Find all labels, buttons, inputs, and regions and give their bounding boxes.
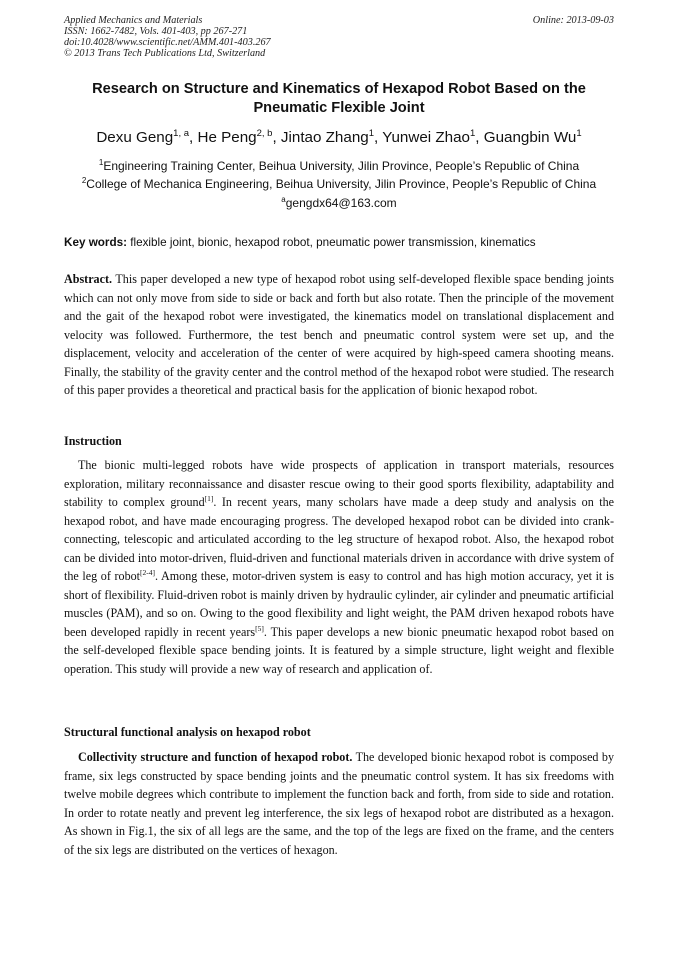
author: Yunwei Zhao$^1$,	[382, 128, 484, 146]
paper-title: Research on Structure and Kinematics of Hexapod Robot Based on the Pneumatic Flexible Joint	[92, 81, 586, 116]
author: He Peng$^{2, b}$,	[197, 128, 281, 146]
citation: [5]	[255, 623, 264, 633]
subsection-label: Collectivity structure and function of hexapod robot.	[78, 750, 353, 764]
affiliation: $^1$Engineering Training Center, Beihua University, Jilin Province, People’s Republic of China	[98, 158, 580, 173]
citation: [1]	[204, 494, 214, 503]
journal-name: Applied Mechanics and Materials	[64, 15, 203, 26]
structural-body: Collectivity structure and function of hexapod robot. The developed bionic hexapod robot is composed by frame, six legs constructed by space bending joints and the pneumatic control system. It has six freedoms with twelve mobile degrees which contribute to implement the function back and forth, from side to side and rotation. In order to rotate neatly and prevent leg interference, the six legs of hexapod robot are distributed as a hexagon. As shown in Fig.1, the six of all legs are the same, and the top of the legs are fixed on the frame, and the centers of the six legs are distributed on the vertices of hexagon.	[64, 750, 614, 857]
keywords-label: Key words:	[64, 236, 127, 249]
online-date: Online: 2013-09-03	[532, 15, 614, 26]
author: Dexu Geng$^{1, a}$,	[96, 128, 198, 146]
author-list	[40, 128, 638, 148]
section-heading-instruction: Instruction	[64, 434, 122, 448]
affiliation: $^2$College of Mechanica Engineering, Beihua University, Jilin Province, People’s Republic of China	[81, 176, 597, 191]
author-email: $^a$gengdx64@163.com	[281, 195, 397, 210]
doi-line: doi:10.4028/www.scientific.net/AMM.401-403.267	[64, 37, 271, 48]
instruction-body: The bionic multi-legged robots have wide prospects of application in transport materials, resources exploration, military reconnaissance and disaster rescue owing to their good sports flexibility, adaptability and stability to complex ground[1]. In recent years, many scholars have made a deep study and analysis on the hexapod robot, and have made encouraging progress. The developed hexapod robot can be divided into crank-connecting, telescopic and articulated according to the leg structure of hexapod robot. Also, the hexapod robot can be divided into motor-driven, fluid-driven and functional materials driven in accordance with drive system of the leg of robot[2-4]. Among these, motor-driven system is easy to control and has high motion accuracy, yet it is short of flexibility. Fluid-driven robot is mainly driven by hydraulic cylinder, air cylinder and pneumatic artificial muscles (PAM), and so on. Owing to the good flexibility and light weight, the PAM driven hexapod robots have been developed rapidly in recent years[5]. This paper develops a new bionic pneumatic hexapod robot based on the self-developed flexible space bending joints. It is featured by a simple structure, light weight and flexible operation. This study will provide a new way of research and application of.	[64, 458, 614, 676]
keywords-text: flexible joint, bionic, hexapod robot, pneumatic power transmission, kinematics	[127, 236, 536, 249]
section-heading-structural: Structural functional analysis on hexapod robot	[64, 725, 311, 739]
author: Guangbin Wu$^1$	[483, 128, 582, 146]
abstract	[64, 270, 614, 400]
keywords	[64, 235, 614, 250]
abstract-text: This paper developed a new type of hexapod robot using self-developed flexible space bending joints which can not only move from side to side or back and forth but also rotate. Then the principle of the movement and the gait of the hexapod robot were investigated, the kinematics model on translational displacement and velocity was followed. Furthermore, the test bench and pneumatic control system were set up, and the displacement, velocity and acceleration of the center of were acquired by high-speed camera shooting means. Finally, the stability of the gravity center and the control method of the hexapod robot were studied. The research of this paper provides a theoretical and practical basis for the application of bionic hexapod robot.	[64, 272, 614, 397]
journal-header	[64, 15, 614, 59]
copyright-line: © 2013 Trans Tech Publications Ltd, Switzerland	[64, 48, 266, 59]
author: Jintao Zhang$^1$,	[280, 128, 383, 146]
issn-line: ISSN: 1662-7482, Vols. 401-403, pp 267-271	[64, 26, 248, 37]
abstract-label: Abstract.	[64, 272, 113, 286]
citation: [2-4]	[140, 568, 156, 577]
